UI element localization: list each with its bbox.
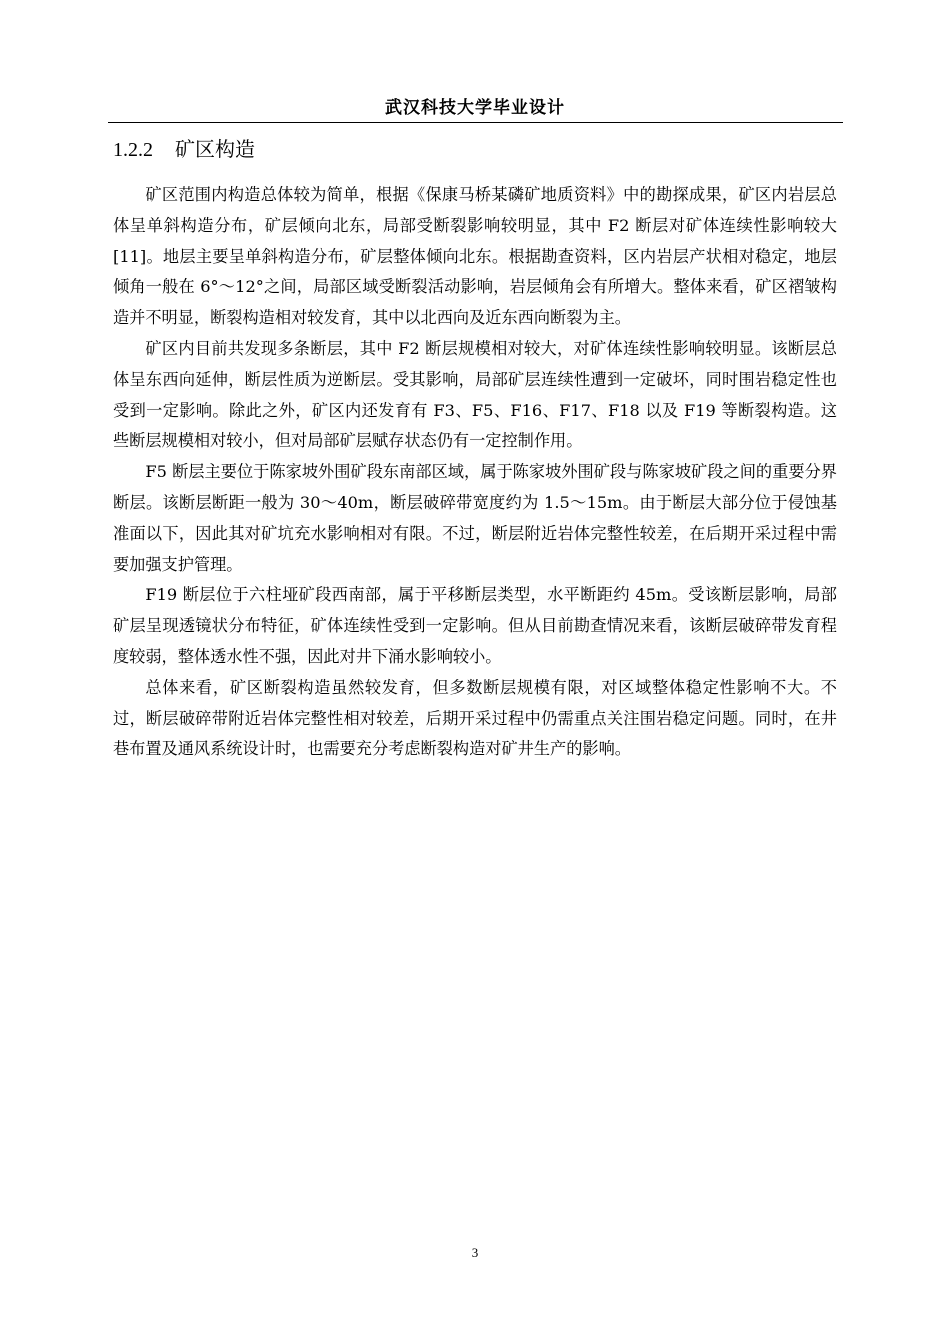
section-title: 矿区构造 (175, 137, 255, 161)
paragraph: 矿区范围内构造总体较为简单，根据《保康马桥某磷矿地质资料》中的勘探成果，矿区内岩层总体呈单斜构造分布，矿层倾向北东，局部受断裂影响较明显，其中 F2 断层对矿体连续性影响较大[11]。地层主要呈单斜构造分布，矿层整体倾向北东。根据勘查资料，区内岩层产状相对稳定，地层倾角一般在 6°～12°之间，局部区域受断裂活动影响，岩层倾角会有所增大。整体来看，矿区褶皱构造并不明显，断裂构造相对较发育，其中以北西向及近东西向断裂为主。 (113, 185, 837, 328)
running-header: 武汉科技大学毕业设计 (385, 98, 565, 118)
paragraph: 矿区内目前共发现多条断层，其中 F2 断层规模相对较大，对矿体连续性影响较明显。该断层总体呈东西向延伸，断层性质为逆断层。受其影响，局部矿层连续性遭到一定破坏，同时围岩稳定性也受到一定影响。除此之外，矿区内还发育有 F3、F5、F16、F17、F18 以及 F19 等断裂构造。这些断层规模相对较小，但对局部矿层赋存状态仍有一定控制作用。 (113, 338, 837, 451)
paragraph: F19 断层位于六柱垭矿段西南部，属于平移断层类型，水平断距约 45m。受该断层影响，局部矿层呈现透镜状分布特征，矿体连续性受到一定影响。但从目前勘查情况来看，该断层破碎带发育程度较弱，整体透水性不强，因此对井下涌水影响较小。 (113, 585, 837, 666)
header-rule (108, 122, 843, 123)
section-heading (113, 134, 255, 165)
section-number: 1.2.2 (113, 139, 153, 161)
body-text (113, 180, 837, 765)
paragraph: F5 断层主要位于陈家坡外围矿段东南部区域，属于陈家坡外围矿段与陈家坡矿段之间的重要分界断层。该断层断距一般为 30～40m，断层破碎带宽度约为 1.5～15m。由于断层大部分位于侵蚀基准面以下，因此其对矿坑充水影响相对有限。不过，断层附近岩体完整性较差，在后期开采过程中需要加强支护管理。 (113, 462, 837, 574)
page-number: 3 (471, 1245, 479, 1260)
paragraph: 总体来看，矿区断裂构造虽然较发育，但多数断层规模有限，对区域整体稳定性影响不大。不过，断层破碎带附近岩体完整性相对较差，后期开采过程中仍需重点关注围岩稳定问题。同时，在井巷布置及通风系统设计时，也需要充分考虑断裂构造对矿井生产的影响。 (113, 677, 837, 759)
